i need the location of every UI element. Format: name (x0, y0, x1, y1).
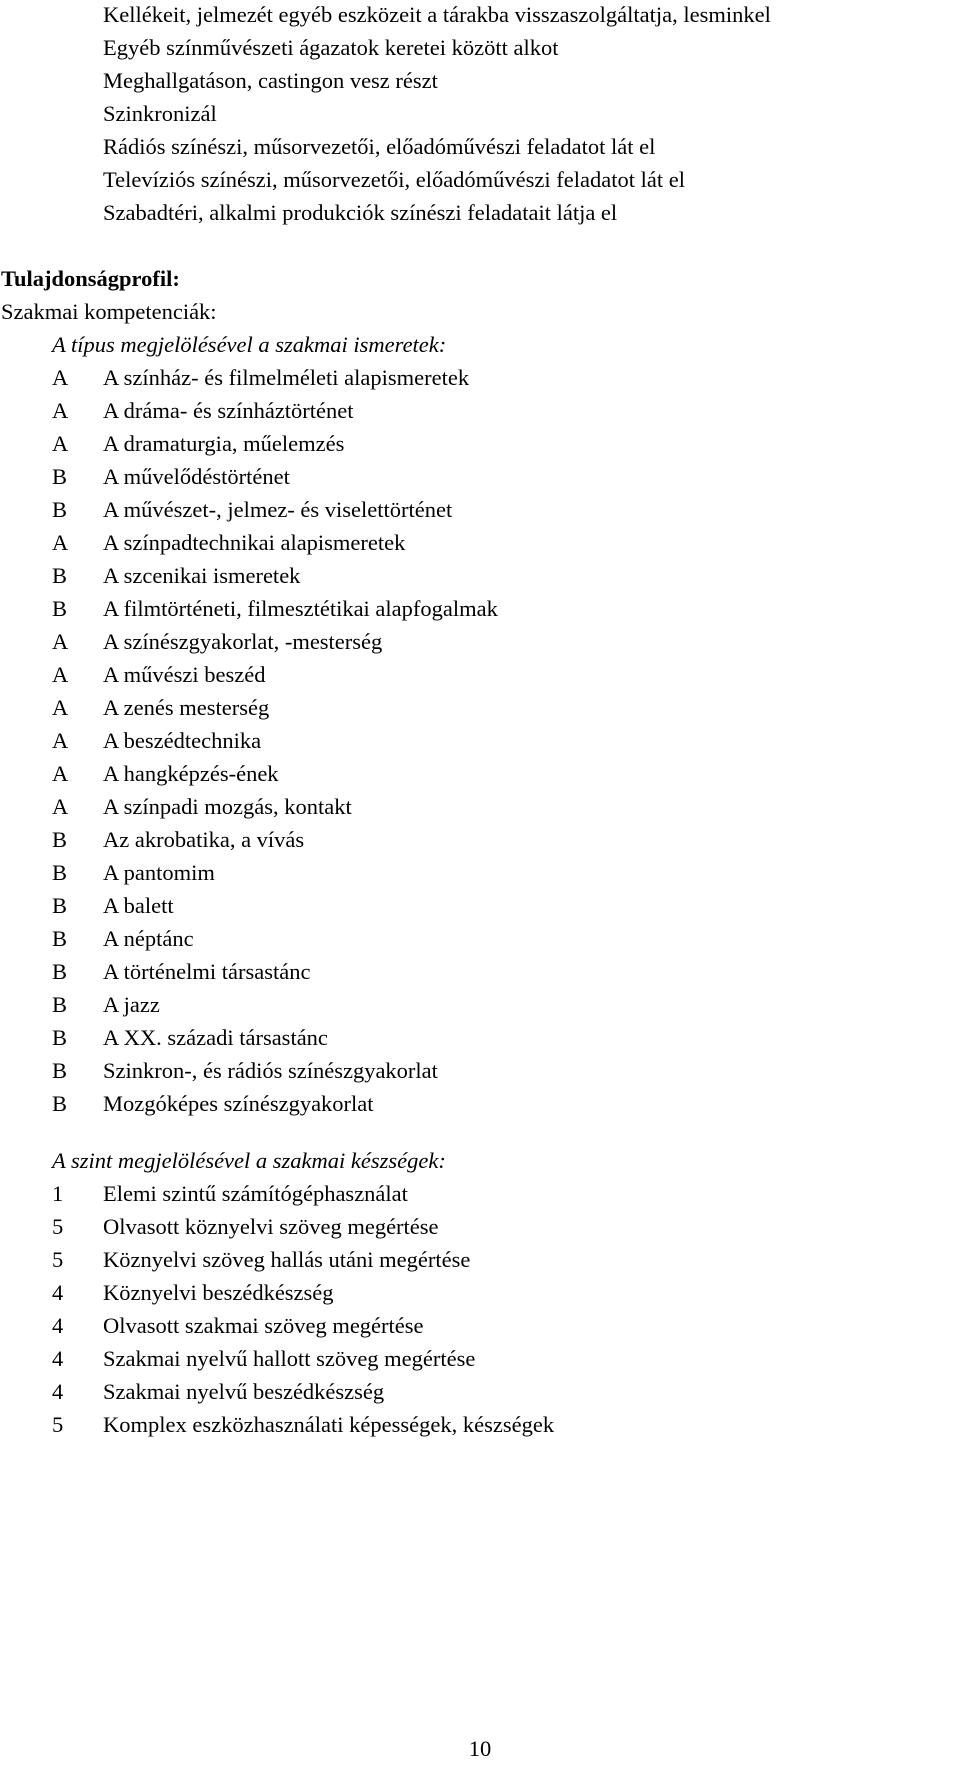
knowledge-code: A (52, 794, 69, 819)
knowledge-text: A színház- és filmelméleti alapismeretek (103, 365, 470, 390)
knowledge-code: B (52, 1025, 68, 1050)
knowledge-code: A (52, 662, 69, 687)
knowledge-code: A (52, 629, 69, 654)
skill-text: Olvasott köznyelvi szöveg megértése (103, 1214, 439, 1239)
knowledge-text: A dramaturgia, műelemzés (103, 431, 345, 456)
page-number: 10 (468, 1736, 492, 1761)
knowledge-text: A zenés mesterség (103, 695, 270, 720)
knowledge-code: B (52, 992, 68, 1017)
knowledge-code: B (52, 893, 68, 918)
skill-text: Köznyelvi beszédkészség (103, 1280, 334, 1305)
intro-line: Szabadtéri, alkalmi produkciók színészi feladatait látja el (103, 200, 618, 225)
knowledge-text: A történelmi társastánc (103, 959, 311, 984)
knowledge-code: B (52, 959, 68, 984)
intro-line: Televíziós színészi, műsorvezetői, előadóművészi feladatot lát el (103, 167, 685, 192)
skill-text: Olvasott szakmai szöveg megértése (103, 1313, 424, 1338)
knowledge-text: A pantomim (103, 860, 215, 885)
skill-text: Köznyelvi szöveg hallás utáni megértése (103, 1247, 471, 1272)
knowledge-code: A (52, 761, 69, 786)
knowledge-text: A művelődéstörténet (103, 464, 290, 489)
skill-level: 4 (52, 1379, 64, 1404)
profile-title: Tulajdonságprofil: (1, 266, 180, 291)
knowledge-text: A színészgyakorlat, -mesterség (103, 629, 383, 654)
knowledge-code: B (52, 497, 68, 522)
skill-level: 4 (52, 1346, 64, 1371)
knowledge-text: A filmtörténeti, filmesztétikai alapfogalmak (103, 596, 498, 621)
knowledge-text: Mozgóképes színészgyakorlat (103, 1091, 374, 1116)
knowledge-text: A beszédtechnika (103, 728, 262, 753)
knowledge-code: A (52, 695, 69, 720)
skill-level: 1 (52, 1181, 64, 1206)
knowledge-code: B (52, 1058, 68, 1083)
knowledge-text: A hangképzés-ének (103, 761, 279, 786)
skill-text: Szakmai nyelvű hallott szöveg megértése (103, 1346, 476, 1371)
knowledge-text: A színpadtechnikai alapismeretek (103, 530, 406, 555)
skill-text: Komplex eszközhasználati képességek, készségek (103, 1412, 555, 1437)
knowledge-code: A (52, 398, 69, 423)
knowledge-code: B (52, 464, 68, 489)
knowledge-text: A művészet-, jelmez- és viselettörténet (103, 497, 453, 522)
knowledge-text: A balett (103, 893, 174, 918)
knowledge-text: A jazz (103, 992, 160, 1017)
intro-line: Rádiós színészi, műsorvezetői, előadóművészi feladatot lát el (103, 134, 656, 159)
knowledge-text: A XX. századi társastánc (103, 1025, 328, 1050)
knowledge-code: B (52, 563, 68, 588)
skill-text: Szakmai nyelvű beszédkészség (103, 1379, 385, 1404)
knowledge-text: A színpadi mozgás, kontakt (103, 794, 352, 819)
skill-level: 5 (52, 1214, 64, 1239)
intro-line: Szinkronizál (103, 101, 217, 126)
knowledge-code: B (52, 860, 68, 885)
knowledge-code: B (52, 596, 68, 621)
knowledge-code: A (52, 728, 69, 753)
skill-text: Elemi szintű számítógéphasználat (103, 1181, 408, 1206)
knowledge-code: B (52, 926, 68, 951)
intro-line: Kellékeit, jelmezét egyéb eszközeit a tárakba visszaszolgáltatja, lesminkel (103, 2, 771, 27)
intro-line: Egyéb színművészeti ágazatok keretei között alkot (103, 35, 559, 60)
skill-level: 5 (52, 1412, 64, 1437)
knowledge-text: Szinkron-, és rádiós színészgyakorlat (103, 1058, 438, 1083)
knowledge-text: A szcenikai ismeretek (103, 563, 301, 588)
knowledge-text: A néptánc (103, 926, 194, 951)
knowledge-text: A dráma- és színháztörténet (103, 398, 354, 423)
knowledge-text: Az akrobatika, a vívás (103, 827, 305, 852)
knowledge-heading: A típus megjelölésével a szakmai ismeretek: (52, 332, 447, 357)
knowledge-code: B (52, 1091, 68, 1116)
knowledge-text: A művészi beszéd (103, 662, 266, 687)
intro-line: Meghallgatáson, castingon vesz részt (103, 68, 438, 93)
knowledge-code: A (52, 365, 69, 390)
skills-heading: A szint megjelölésével a szakmai készségek: (52, 1148, 446, 1173)
knowledge-code: B (52, 827, 68, 852)
skill-level: 4 (52, 1313, 64, 1338)
knowledge-code: A (52, 530, 69, 555)
skill-level: 4 (52, 1280, 64, 1305)
knowledge-code: A (52, 431, 69, 456)
profile-subtitle: Szakmai kompetenciák: (1, 299, 217, 324)
skill-level: 5 (52, 1247, 64, 1272)
